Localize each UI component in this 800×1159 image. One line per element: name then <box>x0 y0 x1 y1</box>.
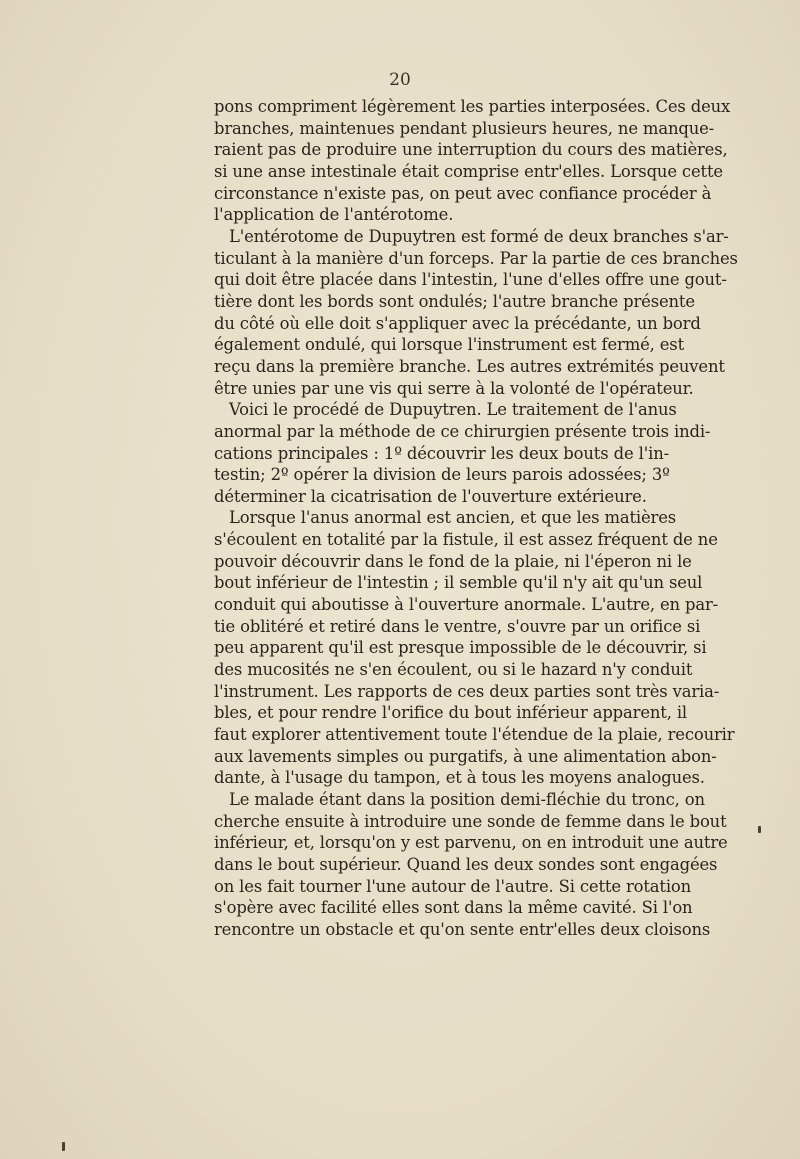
text-line: faut explorer attentivement toute l'étendue de la plaie, recourir <box>214 725 735 745</box>
text-line: raient pas de produire une interruption du cours des matières, <box>214 140 728 160</box>
text-line: Voici le procédé de Dupuytren. Le traitement de l'anus <box>229 400 677 420</box>
text-line: s'opère avec facilité elles sont dans la même cavité. Si l'on <box>214 898 693 918</box>
text-line: reçu dans la première branche. Les autres extrémités peuvent <box>214 356 725 376</box>
text-line: dante, à l'usage du tampon, et à tous les moyens analogues. <box>214 768 705 788</box>
text-line: L'entérotome de Dupuytren est formé de deux branches s'ar- <box>229 226 729 246</box>
text-line: des mucosités ne s'en écoulent, ou si le hazard n'y conduit <box>214 660 693 680</box>
page-number: 20 <box>389 70 411 90</box>
text-line: pouvoir découvrir dans le fond de la plaie, ni l'éperon ni le <box>214 551 692 571</box>
text-line: également ondulé, qui lorsque l'instrument est fermé, est <box>214 335 685 355</box>
text-line: si une anse intestinale était comprise entr'elles. Lorsque cette <box>214 161 723 181</box>
text-line: rencontre un obstacle et qu'on sente entr'elles deux cloisons <box>214 919 711 939</box>
text-line: testin; 2º opérer la division de leurs parois adossées; 3º <box>214 465 670 485</box>
margin-speck <box>62 1142 65 1151</box>
text-line: s'écoulent en totalité par la fistule, il est assez fréquent de ne <box>214 530 718 550</box>
text-line: pons compriment légèrement les parties interposées. Ces deux <box>214 97 731 116</box>
text-line: déterminer la cicatrisation de l'ouverture extérieure. <box>214 486 647 506</box>
text-line: tie oblitéré et retiré dans le ventre, s'ouvre par un orifice si <box>214 616 701 636</box>
text-line: inférieur, et, lorsqu'on y est parvenu, on en introduit une autre <box>214 833 728 853</box>
text-line: Le malade étant dans la position demi-fléchie du tronc, on <box>229 790 705 809</box>
text-line: qui doit être placée dans l'intestin, l'une d'elles offre une gout- <box>214 270 727 290</box>
text-line: branches, maintenues pendant plusieurs heures, ne manque- <box>214 118 715 138</box>
text-line: conduit qui aboutisse à l'ouverture anormale. L'autre, en par- <box>214 595 719 615</box>
text-line: du côté où elle doit s'appliquer avec la précédante, un bord <box>214 313 701 333</box>
text-line: dans le bout supérieur. Quand les deux sondes sont engagées <box>214 854 718 874</box>
text-line: anormal par la méthode de ce chirurgien présente trois indi- <box>214 421 711 441</box>
text-line: Lorsque l'anus anormal est ancien, et que les matières <box>229 508 677 528</box>
text-line: aux lavements simples ou purgatifs, à une alimentation abon- <box>214 746 717 766</box>
text-line: cherche ensuite à introduire une sonde de femme dans le bout <box>214 811 727 831</box>
text-line: circonstance n'existe pas, on peut avec confiance procéder à <box>214 183 712 203</box>
text-line: bles, et pour rendre l'orifice du bout inférieur apparent, il <box>214 703 688 723</box>
text-line: ticulant à la manière d'un forceps. Par la partie de ces branches <box>214 248 738 268</box>
text-line: bout inférieur de l'intestin ; il semble qu'il n'y ait qu'un seul <box>214 573 703 593</box>
text-line: cations principales : 1º découvrir les deux bouts de l'in- <box>214 443 669 463</box>
body-text <box>214 96 738 941</box>
text-line: l'instrument. Les rapports de ces deux parties sont très varia- <box>214 681 720 701</box>
text-line: tière dont les bords sont ondulés; l'autre branche présente <box>214 291 695 311</box>
text-line: on les fait tourner l'une autour de l'autre. Si cette rotation <box>214 876 692 896</box>
text-line: être unies par une vis qui serre à la volonté de l'opérateur. <box>214 378 694 398</box>
text-line: l'application de l'antérotome. <box>214 205 454 225</box>
margin-speck <box>758 826 761 833</box>
text-line: peu apparent qu'il est presque impossible de le découvrir, si <box>214 638 707 658</box>
